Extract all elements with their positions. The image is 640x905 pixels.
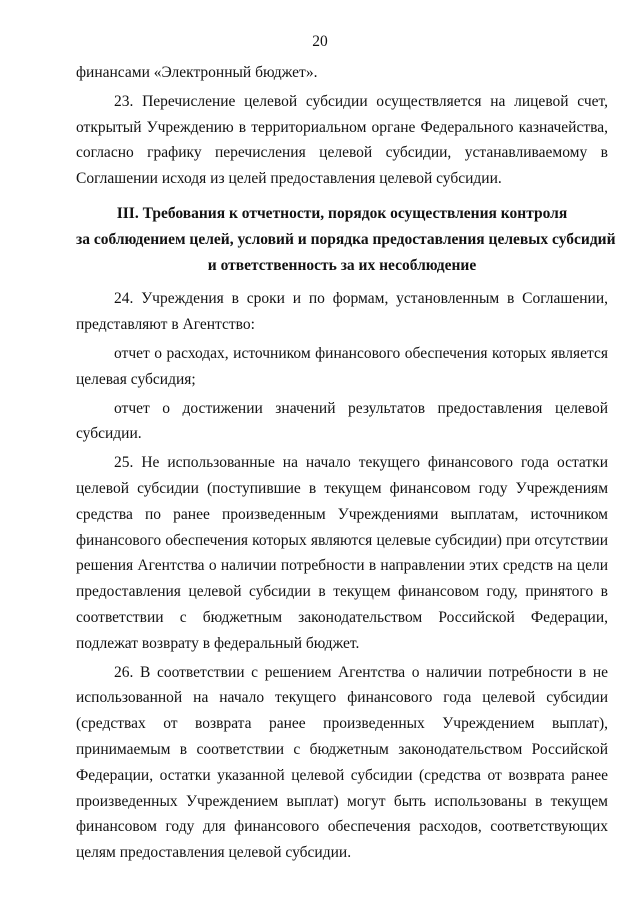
section-heading-line-2: за соблюдением целей, условий и порядка предоставления целевых субсидий — [76, 230, 616, 248]
paragraph-24-item-1: отчет о расходах, источником финансового обеспечения которых является целевая субсидия; — [76, 344, 608, 388]
paragraph-24: 24. Учреждения в сроки и по формам, установленным в Соглашении, представляют в Агентство: — [76, 290, 608, 334]
paragraph-26: 26. В соответствии с решением Агентства о наличии потребности в не использованной на начало текущего финансового года целевой субсидии (средствах от возврата ранее произведенных Учреждением выплат), принимаемым в соответствии с бюджетным законодательством Российской Федерации, остатки указанной целевой субсидии (средства от возврата ранее произведенных Учреждением выплат) могут быть использованы в текущем финансовом году для финансового обеспечения расходов, соответствующих целям предоставления целевой субсидии. — [76, 663, 608, 862]
paragraph-23: 23. Перечисление целевой субсидии осуществляется на лицевой счет, открытый Учреждению в территориальном органе Федерального казначейства, согласно графику перечисления целевой субсидии, устанавливаемому в Соглашении исходя из целей предоставления целевой субсидии. — [76, 92, 608, 188]
paragraph-24-item-2: отчет о достижении значений результатов предоставления целевой субсидии. — [76, 399, 608, 443]
paragraph-22-ending: финансами «Электронный бюджет». — [76, 64, 318, 81]
document-body — [76, 60, 616, 866]
section-heading — [76, 201, 616, 278]
section-heading-line-1: III. Требования к отчетности, порядок осуществления контроля — [116, 204, 568, 222]
paragraph-25: 25. Не использованные на начало текущего финансового года остатки целевой субсидии (поступившие в текущем финансовом году Учреждениям средства по ранее произведенным Учреждениями выплатам, источником финансового обеспечения которых являются целевые субсидии) при отсутствии решения Агентства о наличии потребности в направлении этих средств на цели предоставления целевой субсидии в текущем финансовом году, принятого в соответствии с бюджетным законодательством Российской Федерации, подлежат возврату в федеральный бюджет. — [76, 454, 608, 652]
page-number: 20 — [312, 33, 328, 50]
section-heading-line-3: и ответственность за их несоблюдение — [207, 256, 477, 274]
